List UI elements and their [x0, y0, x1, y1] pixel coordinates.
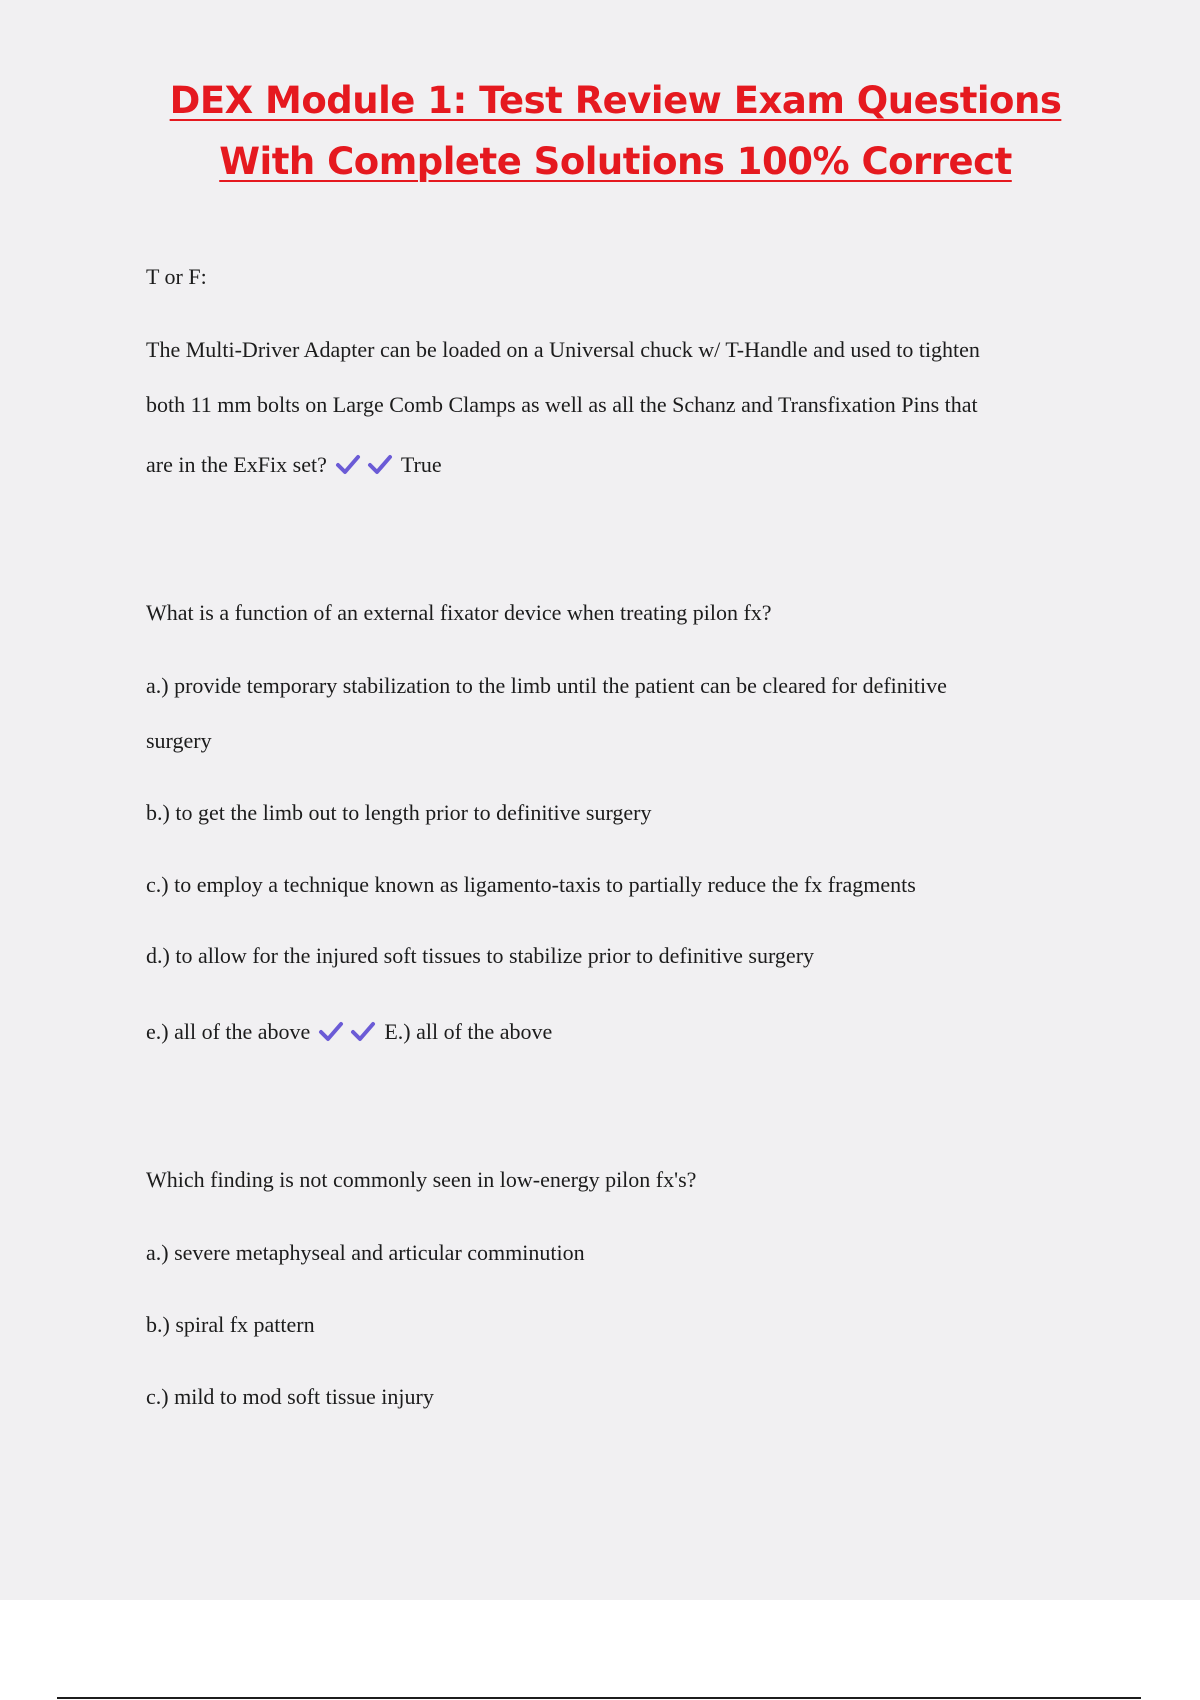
- q2-option-e: e.) all of the above: [146, 1019, 311, 1044]
- q2-option-b: b.) to get the limb out to length prior to definitive surgery: [146, 800, 652, 825]
- title-line-2: With Complete Solutions 100% Correct: [219, 140, 1012, 183]
- q1-text-line-2: both 11 mm bolts on Large Comb Clamps as well as all the Schanz and Transfixation Pins that: [146, 392, 978, 417]
- q1-text-line-3: [146, 451, 442, 482]
- q3-option-b: b.) spiral fx pattern: [146, 1312, 315, 1337]
- check-icon: [318, 1020, 344, 1042]
- q3-option-c: c.) mild to mod soft tissue injury: [146, 1384, 434, 1409]
- check-icon: [350, 1020, 376, 1042]
- q1-prompt: T or F:: [146, 264, 207, 289]
- q1-question-end: are in the ExFix set?: [146, 452, 327, 477]
- page-divider: [57, 1697, 1141, 1699]
- q1-answer: True: [400, 452, 442, 477]
- q3-option-a: a.) severe metaphyseal and articular comminution: [146, 1240, 585, 1265]
- q2-option-c: c.) to employ a technique known as ligamento-taxis to partially reduce the fx fragments: [146, 872, 916, 897]
- answer-checkmarks: [335, 453, 399, 482]
- q2-option-e-row: [146, 1018, 552, 1049]
- answer-checkmarks: [318, 1020, 382, 1049]
- q1-text-line-1: The Multi-Driver Adapter can be loaded on a Universal chuck w/ T-Handle and used to tighten: [146, 337, 980, 362]
- q3-question: Which finding is not commonly seen in low-energy pilon fx's?: [146, 1167, 697, 1192]
- q2-option-a-line-1: a.) provide temporary stabilization to the limb until the patient can be cleared for definitive: [146, 673, 947, 698]
- check-icon: [335, 453, 361, 475]
- q2-option-a-line-2: surgery: [146, 728, 212, 753]
- check-icon: [367, 453, 393, 475]
- document-title: [80, 70, 1151, 192]
- q2-answer: E.) all of the above: [384, 1019, 553, 1044]
- title-line-1: DEX Module 1: Test Review Exam Questions: [169, 79, 1062, 122]
- q2-question: What is a function of an external fixator device when treating pilon fx?: [146, 600, 772, 625]
- q2-option-d: d.) to allow for the injured soft tissues to stabilize prior to definitive surgery: [146, 943, 815, 968]
